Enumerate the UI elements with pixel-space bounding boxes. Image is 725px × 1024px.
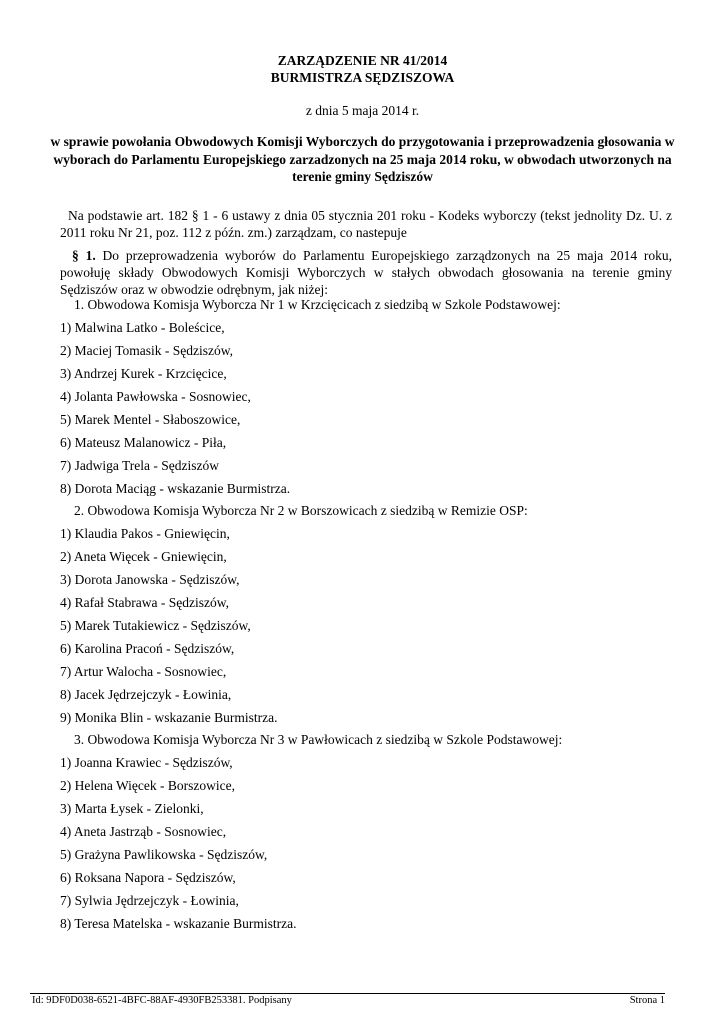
commission-2-member: 1) Klaudia Pakos - Gniewięcin, <box>60 526 230 541</box>
title-line-2: BURMISTRZA SĘDZISZOWA <box>270 70 455 85</box>
commission-1-member: 2) Maciej Tomasik - Sędziszów, <box>60 343 234 358</box>
commission-1-member: 3) Andrzej Kurek - Krzcięcice, <box>60 366 227 381</box>
commission-3-heading: 3. Obwodowa Komisja Wyborcza Nr 3 w Pawłowicach z siedzibą w Szkole Podstawowej: <box>74 732 563 747</box>
section-1-text: Do przeprowadzenia wyborów do Parlamentu Europejskiego zarządzonych na 25 maja 2014 roku, powołuję składy Obwodowych Komisji Wyborczych w stałych obwodach głosowania na terenie gminy Sędziszów oraz w obwodzie odrębnym, jak niżej: <box>60 248 673 297</box>
commission-3-member: 7) Sylwia Jędrzejczyk - Łowinia, <box>60 893 239 908</box>
commission-2-member: 8) Jacek Jędrzejczyk - Łowinia, <box>60 687 232 702</box>
commission-1-member: 8) Dorota Maciąg - wskazanie Burmistrza. <box>60 481 291 496</box>
commission-3-member: 3) Marta Łysek - Zielonki, <box>60 801 204 816</box>
commission-3-member: 4) Aneta Jastrząb - Sosnowiec, <box>60 824 227 839</box>
commission-1-member: 6) Mateusz Malanowicz - Piła, <box>60 435 227 450</box>
document-subject: w sprawie powołania Obwodowych Komisji Wyborczych do przygotowania i przeprowadzenia głosowania w wyborach do Parlamentu Europejskiego zarzadzonych na 25 maja 2014 roku, w obwodach utworzonych na terenie gminy Sędziszów <box>50 134 675 184</box>
commission-2-member: 2) Aneta Więcek - Gniewięcin, <box>60 549 227 564</box>
commission-2-member: 4) Rafał Stabrawa - Sędziszów, <box>60 595 229 610</box>
commission-1-member: 4) Jolanta Pawłowska - Sosnowiec, <box>60 389 251 404</box>
commission-3-member: 6) Roksana Napora - Sędziszów, <box>60 870 236 885</box>
commission-1-heading: 1. Obwodowa Komisja Wyborcza Nr 1 w Krzcięcicach z siedzibą w Szkole Podstawowej: <box>74 297 561 312</box>
title-line-1: ZARZĄDZENIE NR 41/2014 <box>277 53 448 68</box>
commission-3-member: 5) Grażyna Pawlikowska - Sędziszów, <box>60 847 268 862</box>
footer-page-number: Strona 1 <box>629 995 665 1006</box>
commission-1-member: 7) Jadwiga Trela - Sędziszów <box>60 458 219 473</box>
preamble: Na podstawie art. 182 § 1 - 6 ustawy z dnia 05 stycznia 201 roku - Kodeks wyborczy (tekst jednolity Dz. U. z 2011 roku Nr 21, poz. 112 z późn. zm.) zarządzam, co nastepuje <box>60 208 672 240</box>
footer-document-id: Id: 9DF0D038-6521-4BFC-88AF-4930FB253381. Podpisany <box>32 995 292 1006</box>
commission-1-member: 5) Marek Mentel - Słaboszowice, <box>60 412 241 427</box>
commission-2-member: 9) Monika Blin - wskazanie Burmistrza. <box>60 710 278 725</box>
commission-3-member: 1) Joanna Krawiec - Sędziszów, <box>60 755 233 770</box>
commission-2-heading: 2. Obwodowa Komisja Wyborcza Nr 2 w Borszowicach z siedzibą w Remizie OSP: <box>74 503 528 518</box>
section-1-mark: § 1. <box>72 248 96 263</box>
commission-3-member: 2) Helena Więcek - Borszowice, <box>60 778 236 793</box>
commission-2-member: 7) Artur Walocha - Sosnowiec, <box>60 664 227 679</box>
commission-2-member: 5) Marek Tutakiewicz - Sędziszów, <box>60 618 251 633</box>
commission-1-member: 1) Malwina Latko - Boleścice, <box>60 320 225 335</box>
document-date: z dnia 5 maja 2014 r. <box>305 103 420 118</box>
commission-2-member: 3) Dorota Janowska - Sędziszów, <box>60 572 240 587</box>
footer-rule <box>30 993 665 994</box>
section-1 <box>60 247 672 298</box>
commission-3-member: 8) Teresa Matelska - wskazanie Burmistrza. <box>60 916 297 931</box>
commission-2-member: 6) Karolina Pracoń - Sędziszów, <box>60 641 235 656</box>
